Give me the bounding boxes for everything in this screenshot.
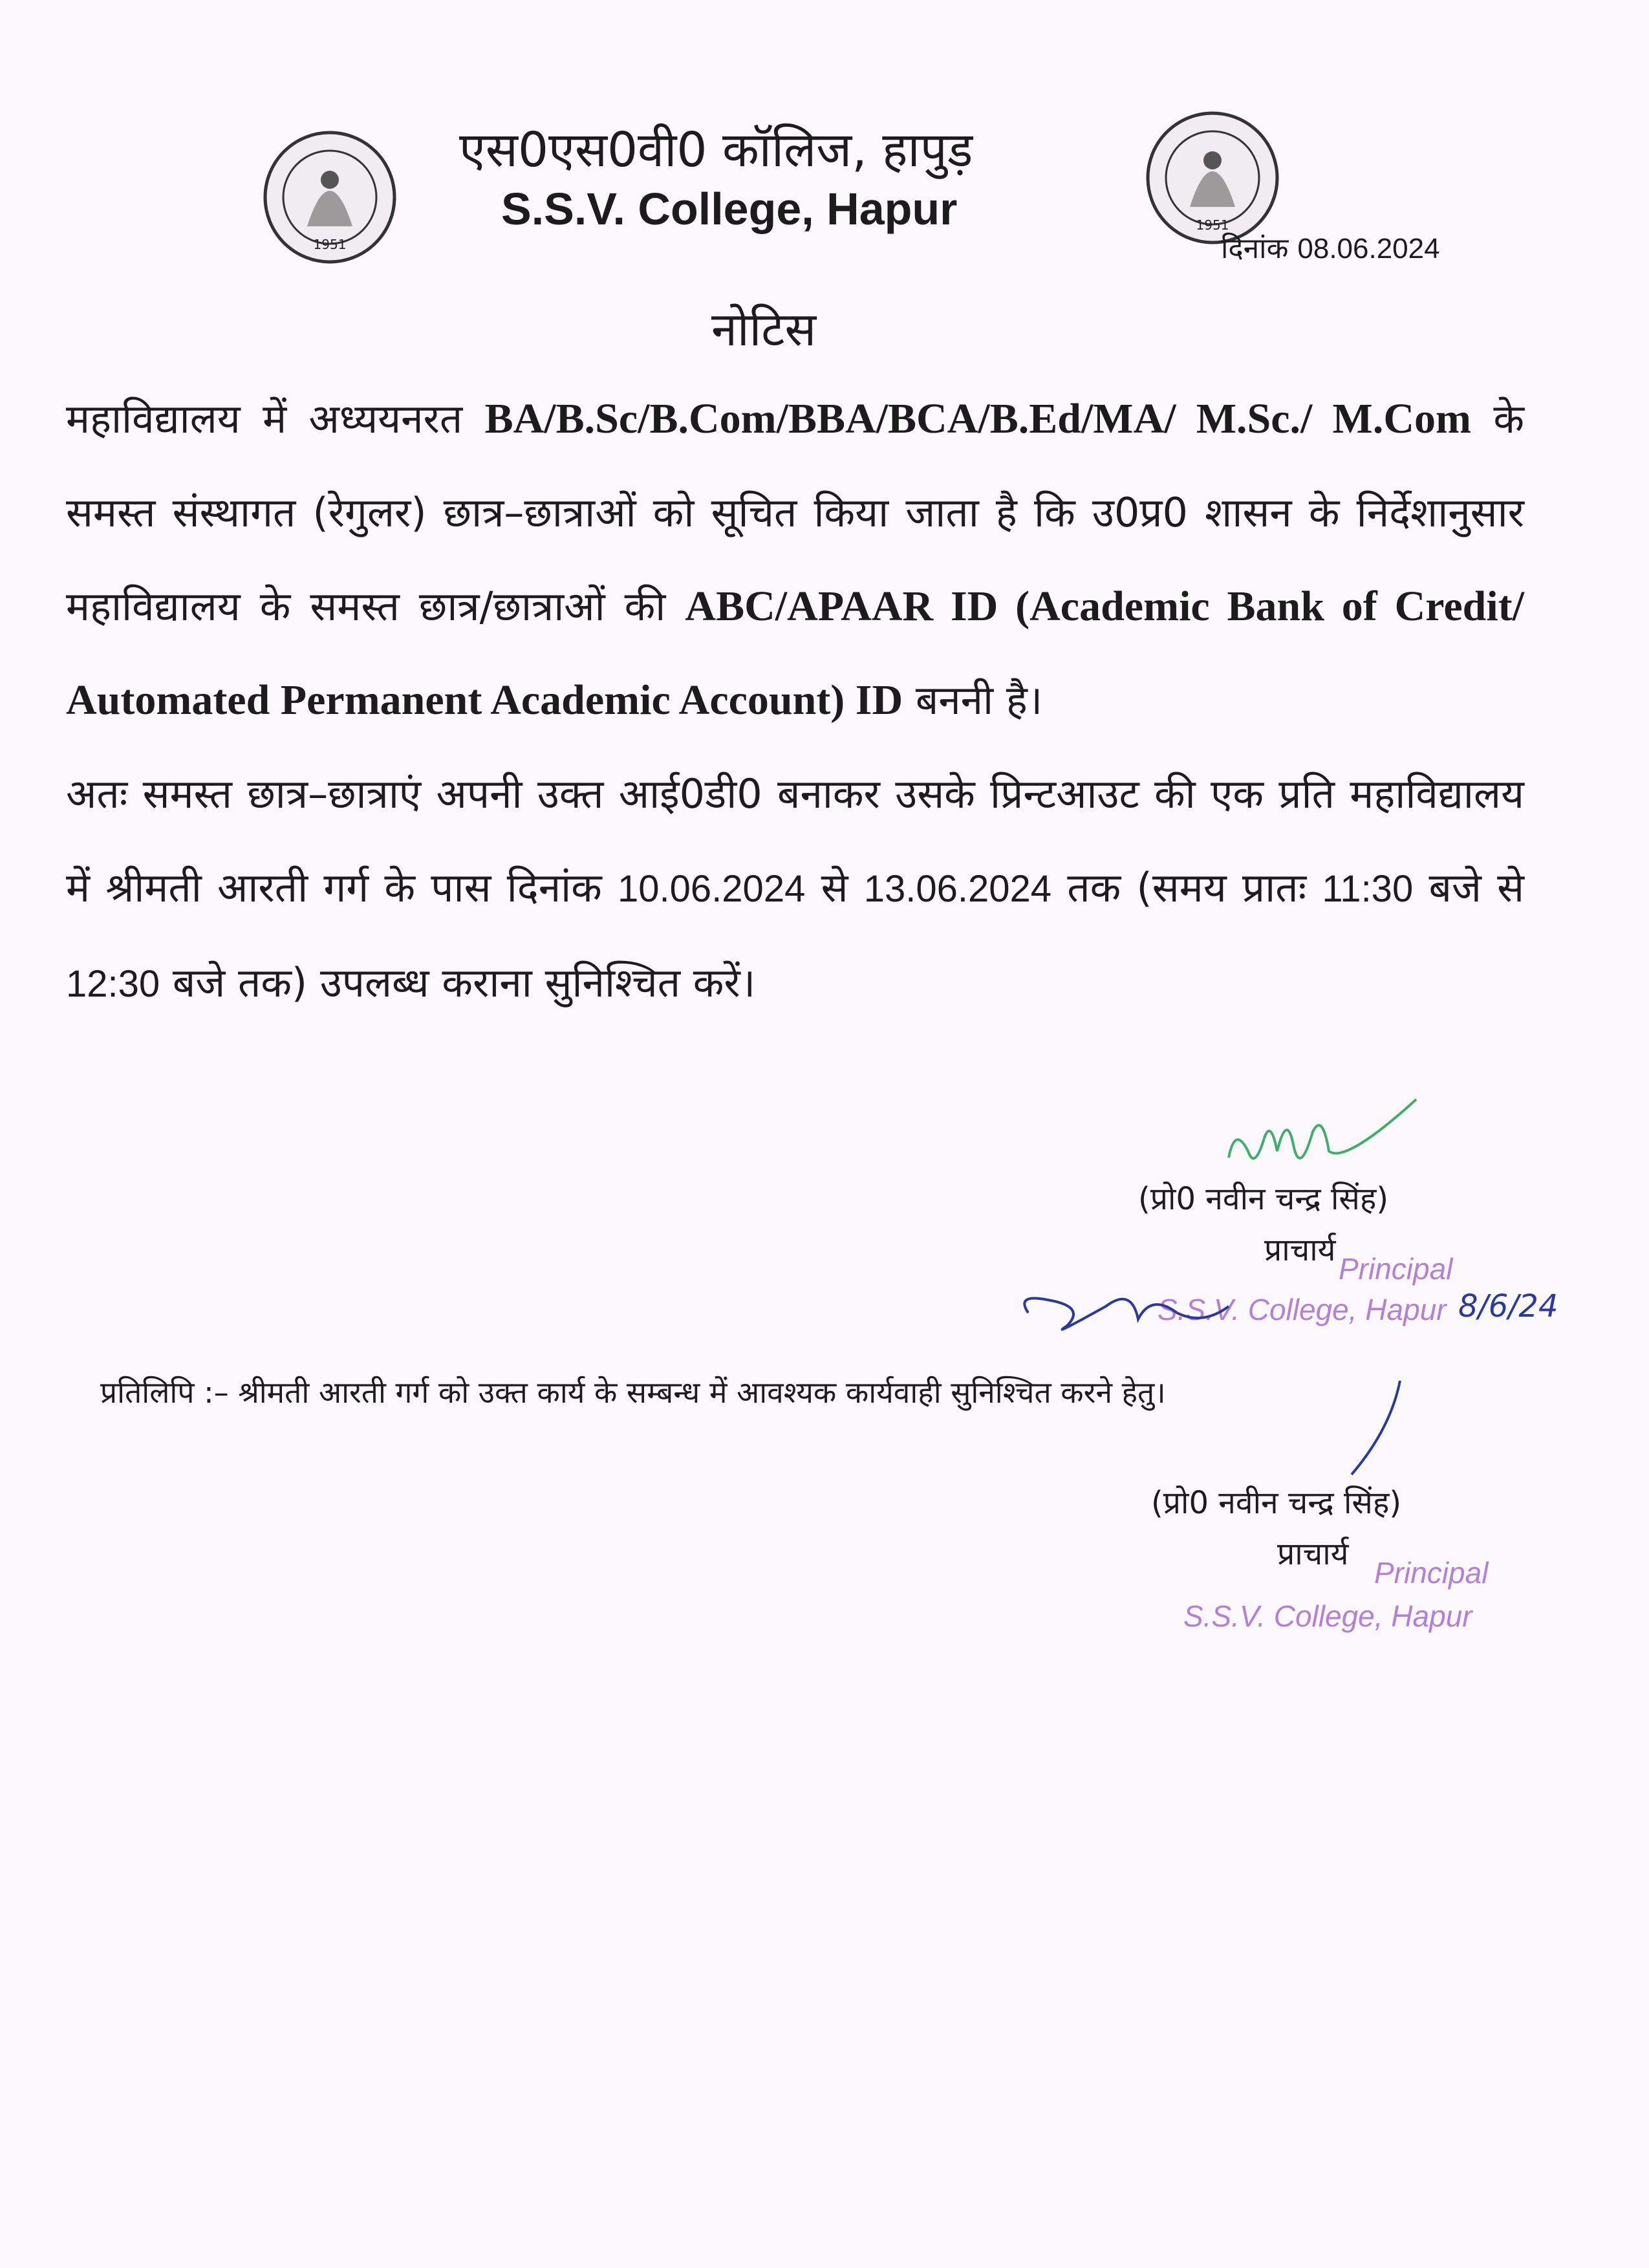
notice-paragraph-1	[66, 372, 1524, 747]
college-name-english: S.S.V. College, Hapur	[501, 184, 958, 234]
text-segment: बननी है।	[903, 676, 1043, 724]
text-segment: ABC/APAAR ID (Academic Bank of Credit/ Automated Permanent Academic Account) ID	[66, 583, 1524, 724]
text-segment: BA/B.Sc/B.Com/BBA/BCA/B.Ed/MA/ M.Sc./ M.Com	[484, 395, 1471, 442]
text-segment: 11:30	[1322, 868, 1414, 910]
text-segment: 13.06.2024	[863, 868, 1052, 910]
signatory-designation-2: प्राचार्य	[1277, 1536, 1349, 1572]
principal-stamp-1: Principal	[1339, 1252, 1453, 1286]
text-segment: अतः समस्त छात्र–छात्राएं अपनी उक्त आई0डी0 बनाकर उसके प्रिन्टआउट की एक प्रति महाविद्यालय में श्रीमती आरती गर्ग के पास दिनांक	[66, 770, 1524, 911]
text-segment: बजे तक) उपलब्ध कराना सुनिश्चित करें।	[160, 959, 756, 1006]
notice-heading: नोटिस	[711, 302, 817, 356]
college-name-hindi: एस0एस0वी0 कॉलिज, हापुड़	[459, 122, 973, 178]
signatory-name-2: (प्रो0 नवीन चन्द्र सिंह)	[1151, 1485, 1402, 1521]
date-label: दिनांक	[1221, 232, 1289, 265]
svg-text:1951: 1951	[313, 237, 347, 252]
blue-initial-mark	[1345, 1377, 1410, 1481]
signature-block-2	[1151, 1481, 1401, 1574]
college-stamp-1: S.S.V. College, Hapur	[1158, 1293, 1447, 1326]
blue-signature-mark	[1009, 1268, 1242, 1352]
text-segment: बजे से	[1413, 864, 1525, 911]
text-segment: के समस्त संस्थागत (रेगुलर) छात्र–छात्राओं को सूचित किया जाता है कि उ0प्र0 शासन के निर्देशानुसार महाविद्यालय के समस्त छात्र/छात्राओं की	[66, 395, 1524, 630]
text-segment: महाविद्यालय में अध्ययनरत	[66, 395, 485, 442]
text-segment: 10.06.2024	[618, 868, 806, 910]
text-segment: तक (समय प्रातः	[1051, 864, 1322, 911]
college-stamp-2: S.S.V. College, Hapur	[1183, 1599, 1472, 1633]
handwritten-date: 8/6/24	[1458, 1288, 1558, 1324]
college-seal-left-icon	[262, 129, 398, 265]
notice-paragraph-2	[66, 747, 1524, 1031]
text-segment: से	[805, 864, 864, 911]
signatory-name: (प्रो0 नवीन चन्द्र सिंह)	[1138, 1181, 1389, 1217]
copy-to-note: प्रतिलिपि :– श्रीमती आरती गर्ग को उक्त कार्य के सम्बन्ध में आवश्यक कार्यवाही सुनिश्चित करने हेतु।	[100, 1375, 1166, 1410]
text-segment: 12:30	[66, 963, 160, 1005]
notice-date	[1221, 228, 1440, 266]
principal-stamp-2: Principal	[1374, 1556, 1489, 1590]
date-value: 08.06.2024	[1297, 233, 1440, 265]
svg-text:1951: 1951	[1196, 217, 1229, 233]
notice-body	[66, 372, 1524, 1031]
college-seal-right-icon	[1145, 110, 1280, 246]
signatory-designation: प्राचार्य	[1264, 1232, 1336, 1268]
